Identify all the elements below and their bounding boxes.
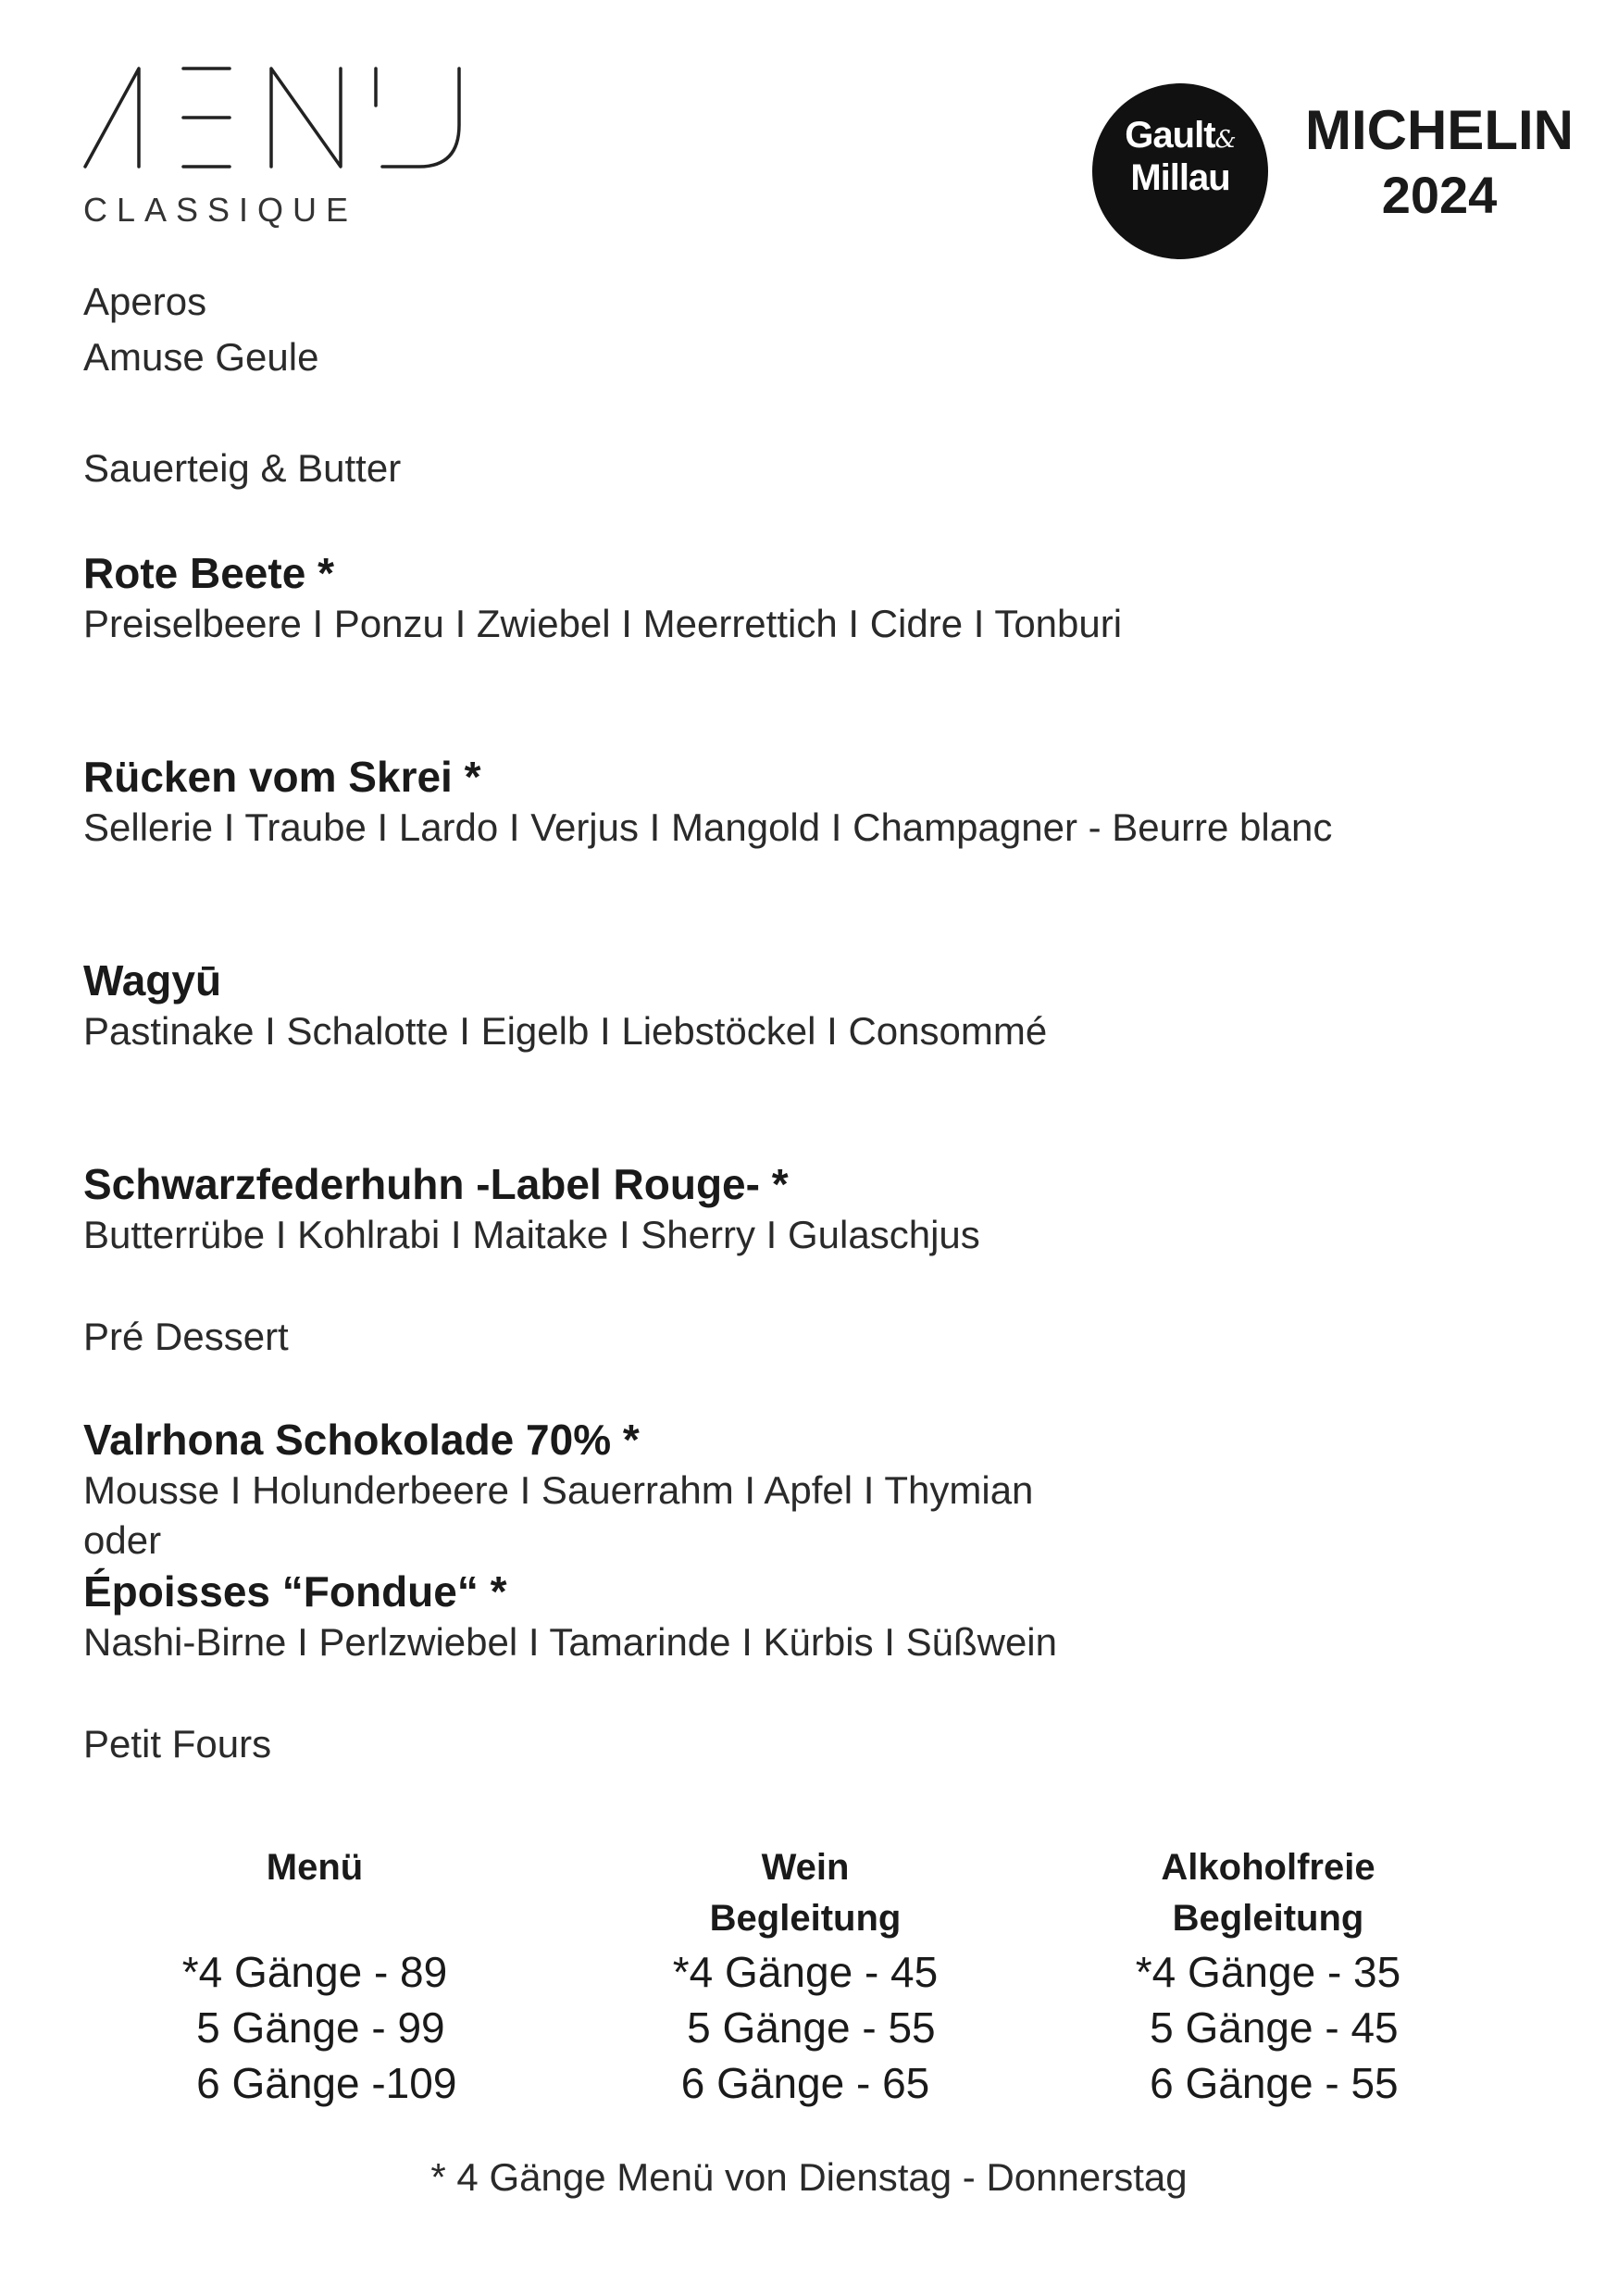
course-title: Wagyū <box>83 956 222 1004</box>
badge-gault-text: Gault <box>1125 115 1215 156</box>
price-line: *4 Gänge - 89 <box>181 1948 448 1996</box>
price-column-wine <box>620 1842 990 2111</box>
price-line: 6 Gänge - 55 <box>1138 2059 1399 2107</box>
price-header-sub: Begleitung <box>709 1898 902 1939</box>
price-column-nonalcoholic <box>1083 1842 1453 2111</box>
course-description: Sellerie I Traube I Lardo I Verjus I Mangold I Champagner - Beurre blanc <box>83 805 1333 849</box>
michelin-year: 2024 <box>1381 166 1498 224</box>
course-description: Pastinake I Schalotte I Eigelb I Liebstöckel I Consommé <box>83 1009 1048 1053</box>
price-line: 5 Gänge - 45 <box>1138 2003 1399 2052</box>
dessert-title: Valrhona Schokolade 70% * <box>83 1416 640 1464</box>
price-column-menu <box>130 1842 500 2111</box>
dessert-description: Mousse I Holunderbeere I Sauerrahm I Apfel I Thymian <box>83 1468 1034 1512</box>
course-description: Butterrübe I Kohlrabi I Maitake I Sherry I Gulaschjus <box>83 1213 980 1256</box>
michelin-label: MICHELIN <box>1305 99 1574 161</box>
price-line: 6 Gänge - 65 <box>680 2059 930 2107</box>
course-title: Rote Beete * <box>83 549 334 597</box>
badge-millau-text: Millau <box>1130 157 1230 198</box>
aperos: Aperos <box>83 280 207 323</box>
price-line: 6 Gänge -109 <box>172 2059 457 2107</box>
course-title: Schwarzfederhuhn -Label Rouge- * <box>83 1160 789 1208</box>
price-header: Wein <box>761 1847 850 1888</box>
or-label: oder <box>83 1518 162 1562</box>
price-header-sub: Begleitung <box>1172 1898 1364 1939</box>
pre-dessert: Pré Dessert <box>83 1315 289 1358</box>
cheese-title: Époisses “Fondue“ * <box>83 1567 507 1616</box>
price-header: Menü <box>266 1847 364 1888</box>
price-header: Alkoholfreie <box>1161 1847 1375 1888</box>
amuse-geule: Amuse Geule <box>83 335 319 379</box>
price-line: *4 Gänge - 35 <box>1135 1948 1401 1996</box>
course-description: Preiselbeere I Ponzu I Zwiebel I Meerrettich I Cidre I Tonburi <box>83 602 1123 645</box>
footnote: * 4 Gänge Menü von Dienstag - Donnerstag <box>430 2155 1188 2199</box>
price-header-sub <box>130 1893 500 1944</box>
bread-course: Sauerteig & Butter <box>83 446 402 490</box>
course-title: Rücken vom Skrei * <box>83 753 481 801</box>
price-line: *4 Gänge - 45 <box>672 1948 939 1996</box>
price-line: 5 Gänge - 55 <box>675 2003 936 2052</box>
cheese-description: Nashi-Birne I Perlzwiebel I Tamarinde I Kürbis I Süßwein <box>83 1620 1057 1664</box>
menu-subtitle: CLASSIQUE <box>83 191 358 229</box>
badge-ampersand: & <box>1214 126 1236 154</box>
menu-logo <box>81 65 470 171</box>
price-line: 5 Gänge - 99 <box>184 2003 445 2052</box>
petit-fours: Petit Fours <box>83 1722 272 1766</box>
gault-millau-badge <box>1092 83 1268 259</box>
